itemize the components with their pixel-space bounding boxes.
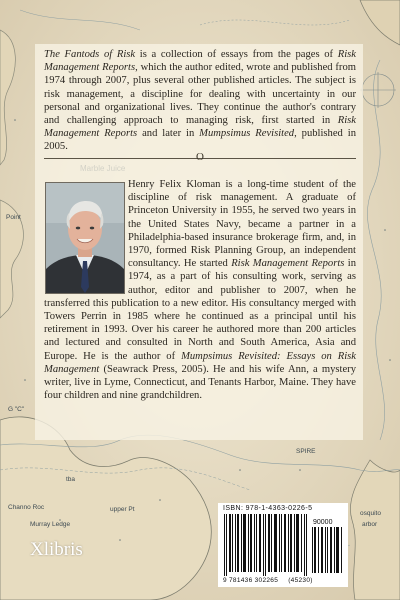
bio-text: Henry Felix Kloman is a long-time student of the discipline of risk management. A graduate of Princeton University in 1955, he served two years in the United States Navy, became a partner in a Philadelphia-based insurance brokerage firm, and, in 1970, formed Risk Planning Group, an independent consultancy. He started [128, 179, 356, 270]
book-description [44, 48, 356, 154]
map-label-point: Point [6, 214, 21, 221]
divider-ornament-icon: O [196, 151, 204, 163]
bio-text: in 1974, as a part of his consulting work, serving as author, editor and publisher to 2007, when he transferred this publication to a new editor. His consultancy merged with Towers Perrin in 1985 where he continued as a principal until his retirement in 1993. Over his career he authored more than 200 articles and lectured and consulted in North and South America, Asia and Europe. He is the author of [44, 258, 356, 362]
previous-book-title: Mumpsimus Revisited: Essays on Risk Management [44, 350, 356, 375]
book-title: The Fantods of Risk [44, 49, 136, 60]
map-label-mosquito: osquito [360, 510, 381, 517]
isbn-digits: 9 781436 302265 [223, 577, 279, 584]
blurb-text: and later in [137, 128, 200, 140]
price-code: 90000 [313, 519, 333, 526]
map-label-tba: tba [66, 476, 76, 483]
publisher-logo: Xlibris [30, 539, 83, 560]
previous-book-title: Mumpsimus Revisited [199, 128, 295, 140]
blurb-text: , published in 2005. [44, 128, 356, 153]
addon-digits: (45230) [288, 577, 313, 584]
map-label-upper-pt: upper Pt [110, 506, 135, 513]
map-label-murray-ledge: Murray Ledge [30, 521, 71, 528]
price-addon-barcode-icon [312, 527, 344, 573]
author-portrait-icon [46, 183, 124, 293]
blurb-text: is a collection of essays from the pages of [135, 49, 338, 60]
publication-name: Risk Management Reports [44, 49, 356, 74]
publication-name: Risk Management Reports [231, 258, 345, 270]
blurb-text: , which the author edited, wrote and published from 1974 through 2007, plus several other published articles. The subject is risk management, a discipline for dealing with uncertainty in our personal and organizational lives. They continue the author's contrary and challenging approach to managing risk, first started in [44, 62, 356, 127]
publication-name: Risk Management Reports [44, 115, 356, 140]
section-divider [44, 151, 356, 164]
map-label-gc: G "C" [8, 406, 25, 413]
author-photo [45, 182, 125, 294]
isbn-label: ISBN: 978-1-4363-0226-5 [223, 505, 313, 512]
barcode-digits [223, 577, 313, 584]
map-label-channel-rock: Channo Roc [8, 504, 45, 511]
map-label-harbor: arbor [362, 521, 378, 528]
map-label-spire: SPIRE [296, 448, 316, 455]
isbn-barcode-icon [224, 514, 308, 576]
bio-text: (Seawrack Press, 2005). He and his wife Ann, a mystery writer, live in Lyme, Connecticut, and Tenants Harbor, Maine. They have four children and nine grandchildren. [44, 363, 356, 402]
